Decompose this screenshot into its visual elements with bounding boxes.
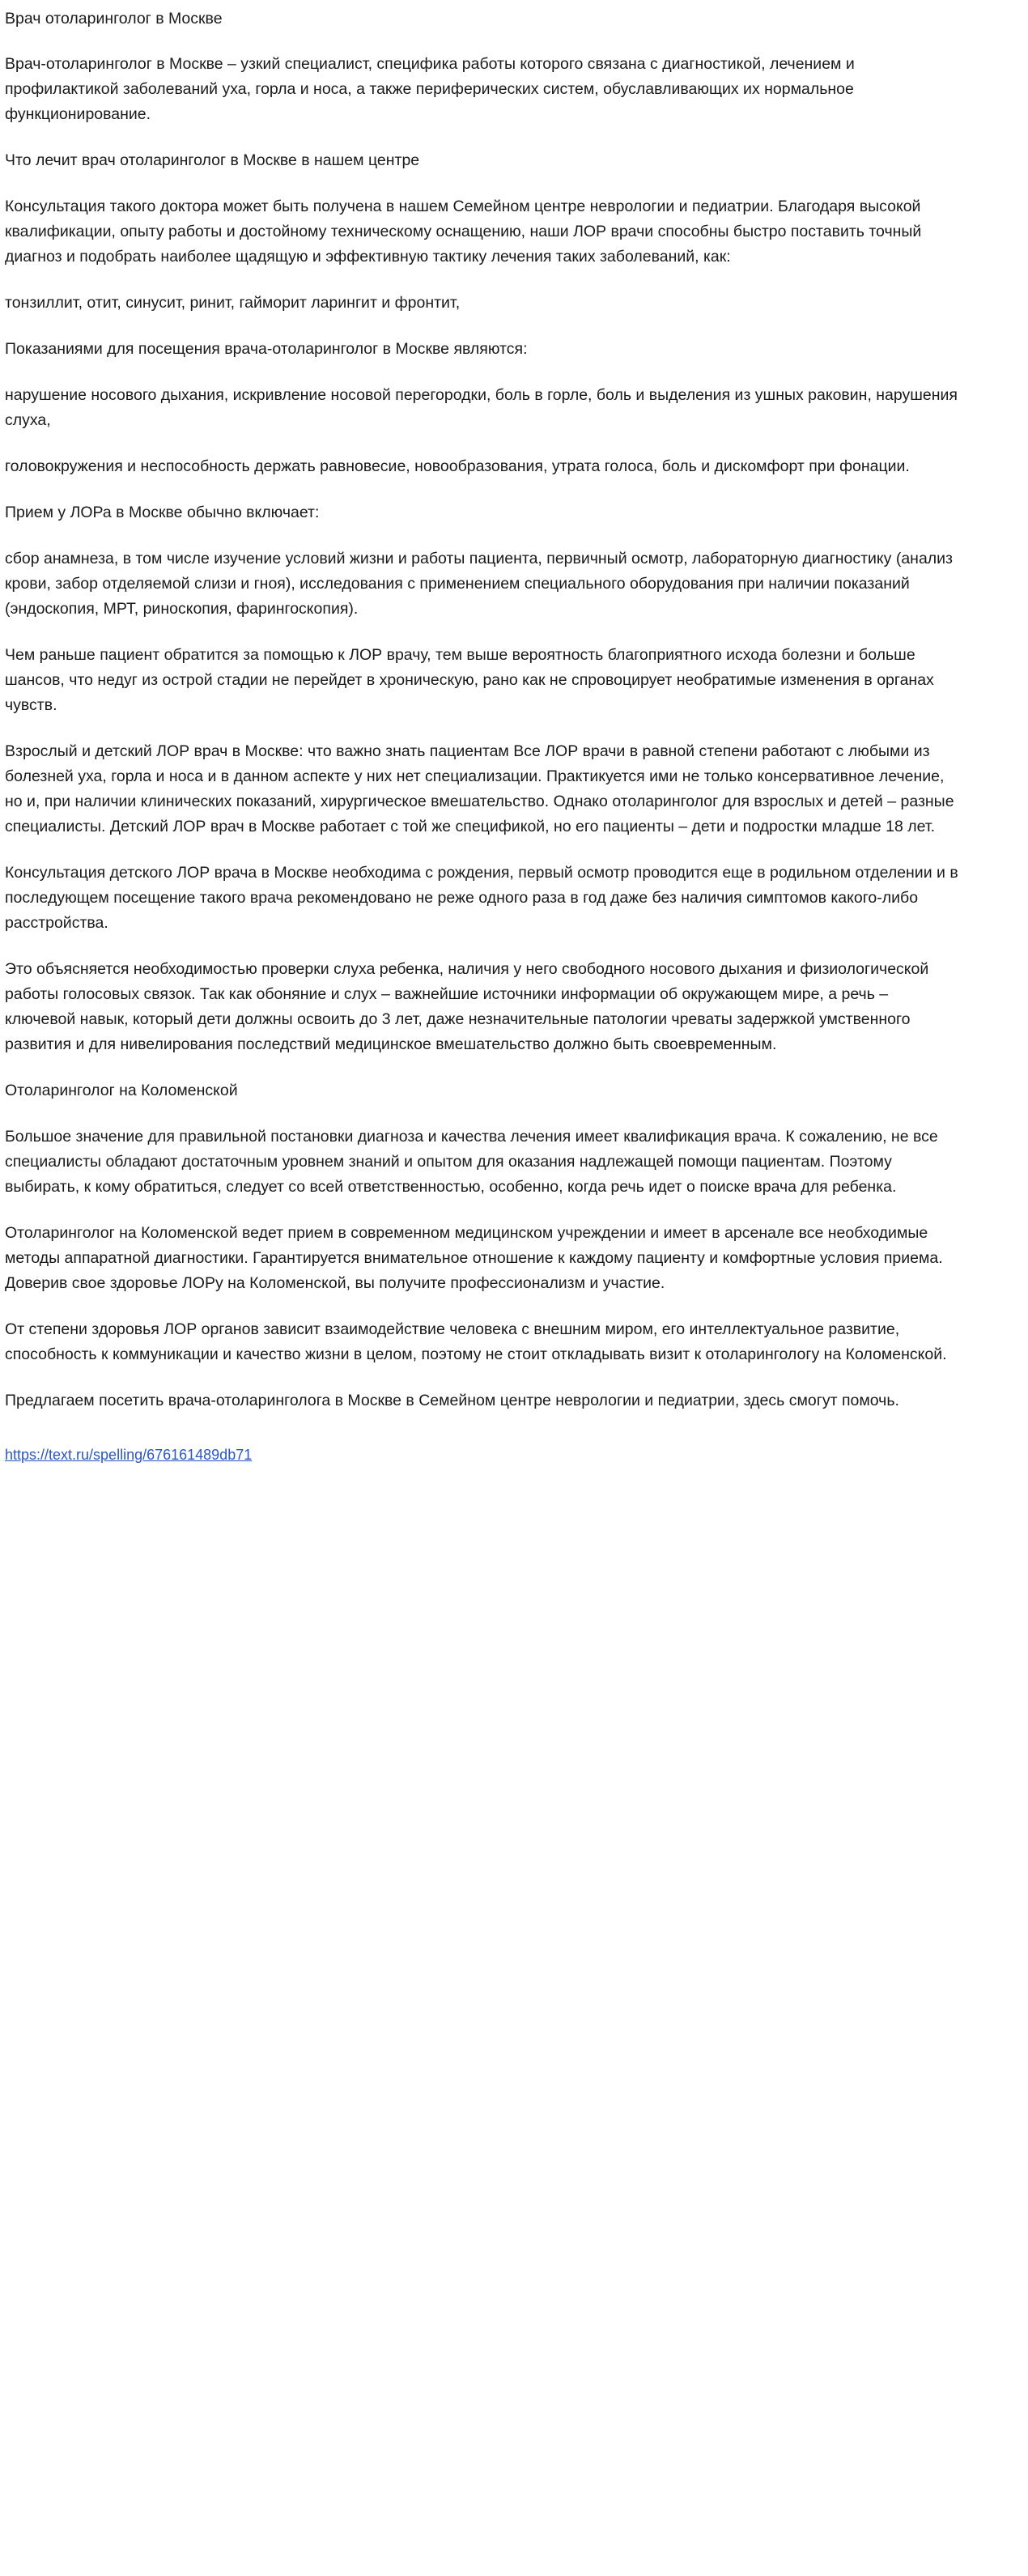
paragraph-12: Консультация детского ЛОР врача в Москве необходима с рождения, первый осмотр проводится еще в родильном отделении и в последующем посещение такого врача рекомендовано не реже одного раза в год даже без наличия симптомов какого-либо расстройства.: [5, 864, 958, 932]
paragraph-8: Прием у ЛОРа в Москве обычно включает:: [5, 504, 320, 521]
page-title: Врач отоларинголог в Москве: [5, 10, 223, 28]
document-body: [5, 6, 960, 1465]
paragraph-1: Врач-отоларинголог в Москве – узкий специалист, специфика работы которого связана с диагностикой, лечением и профилактикой заболеваний уха, горла и носа, а также периферических систем, обуславливающих их нормальное функционирование.: [5, 55, 855, 123]
paragraph-2: Что лечит врач отоларинголог в Москве в нашем центре: [5, 151, 420, 169]
source-link[interactable]: https://text.ru/spelling/676161489db71: [5, 1447, 253, 1463]
paragraph-5: Показаниями для посещения врача-отоларинголог в Москве являются:: [5, 340, 528, 358]
paragraph-14: Отоларинголог на Коломенской: [5, 1082, 238, 1099]
paragraph-17: От степени здоровья ЛОР органов зависит взаимодействие человека с внешним миром, его интеллектуальное развитие, способность к коммуникации и качество жизни в целом, поэтому не стоит откладывать визит к отоларингологу на Коломенской.: [5, 1320, 947, 1363]
paragraph-10: Чем раньше пациент обратится за помощью к ЛОР врачу, тем выше вероятность благоприятного исхода болезни и больше шансов, что недуг из острой стадии не перейдет в хроническую, рано как не спровоцирует необратимые изменения в органах чувств.: [5, 646, 934, 714]
paragraph-9: сбор анамнеза, в том числе изучение условий жизни и работы пациента, первичный осмотр, лабораторную диагностику (анализ крови, забор отделяемой слизи и гноя), исследования с применением специального оборудования при наличии показаний (эндоскопия, МРТ, риноскопия, фарингоскопия).: [5, 550, 953, 618]
paragraph-15: Большое значение для правильной постановки диагноза и качества лечения имеет квалификация врача. К сожалению, не все специалисты обладают достаточным уровнем знаний и опытом для оказания надлежащей помощи пациентам. Поэтому выбирать, к кому обратиться, следует со всей ответственностью, особенно, когда речь идет о поиске врача для ребенка.: [5, 1128, 938, 1196]
paragraph-4: тонзиллит, отит, синусит, ринит, гайморит ларингит и фронтит,: [5, 294, 461, 312]
paragraph-3: Консультация такого доктора может быть получена в нашем Семейном центре неврологии и педиатрии. Благодаря высокой квалификации, опыту работы и достойному техническому оснащению, наши ЛОР врачи способны быстро поставить точный диагноз и подобрать наиболее щадящую и эффективную тактику лечения таких заболеваний, как:: [5, 198, 922, 266]
paragraph-6: нарушение носового дыхания, искривление носовой перегородки, боль в горле, боль и выделения из ушных раковин, нарушения слуха,: [5, 386, 958, 429]
paragraph-18: Предлагаем посетить врача-отоларинголога в Москве в Семейном центре неврологии и педиатрии, здесь смогут помочь.: [5, 1392, 899, 1409]
paragraph-7: головокружения и неспособность держать равновесие, новообразования, утрата голоса, боль и дискомфорт при фонации.: [5, 457, 910, 475]
paragraph-13: Это объясняется необходимостью проверки слуха ребенка, наличия у него свободного носового дыхания и физиологической работы голосовых связок. Так как обоняние и слух – важнейшие источники информации об окружающем мире, а речь – ключевой навык, который дети должны освоить до 3 лет, даже незначительные патологии чреваты задержкой умственного развития и для нивелирования последствий медицинское вмешательство должно быть своевременным.: [5, 960, 929, 1053]
paragraph-11: Взрослый и детский ЛОР врач в Москве: что важно знать пациентам Все ЛОР врачи в равной степени работают с любыми из болезней уха, горла и носа и в данном аспекте у них нет специализации. Практикуется ими не только консервативное лечение, но и, при наличии клинических показаний, хирургическое вмешательство. Однако отоларинголог для взрослых и детей – разные специалисты. Детский ЛОР врач в Москве работает с той же спецификой, но его пациенты – дети и подростки младше 18 лет.: [5, 742, 954, 835]
paragraph-16: Отоларинголог на Коломенской ведет прием в современном медицинском учреждении и имеет в арсенале все необходимые методы аппаратной диагностики. Гарантируется внимательное отношение к каждому пациенту и комфортные условия приема. Доверив свое здоровье ЛОРу на Коломенской, вы получите профессионализм и участие.: [5, 1224, 943, 1292]
